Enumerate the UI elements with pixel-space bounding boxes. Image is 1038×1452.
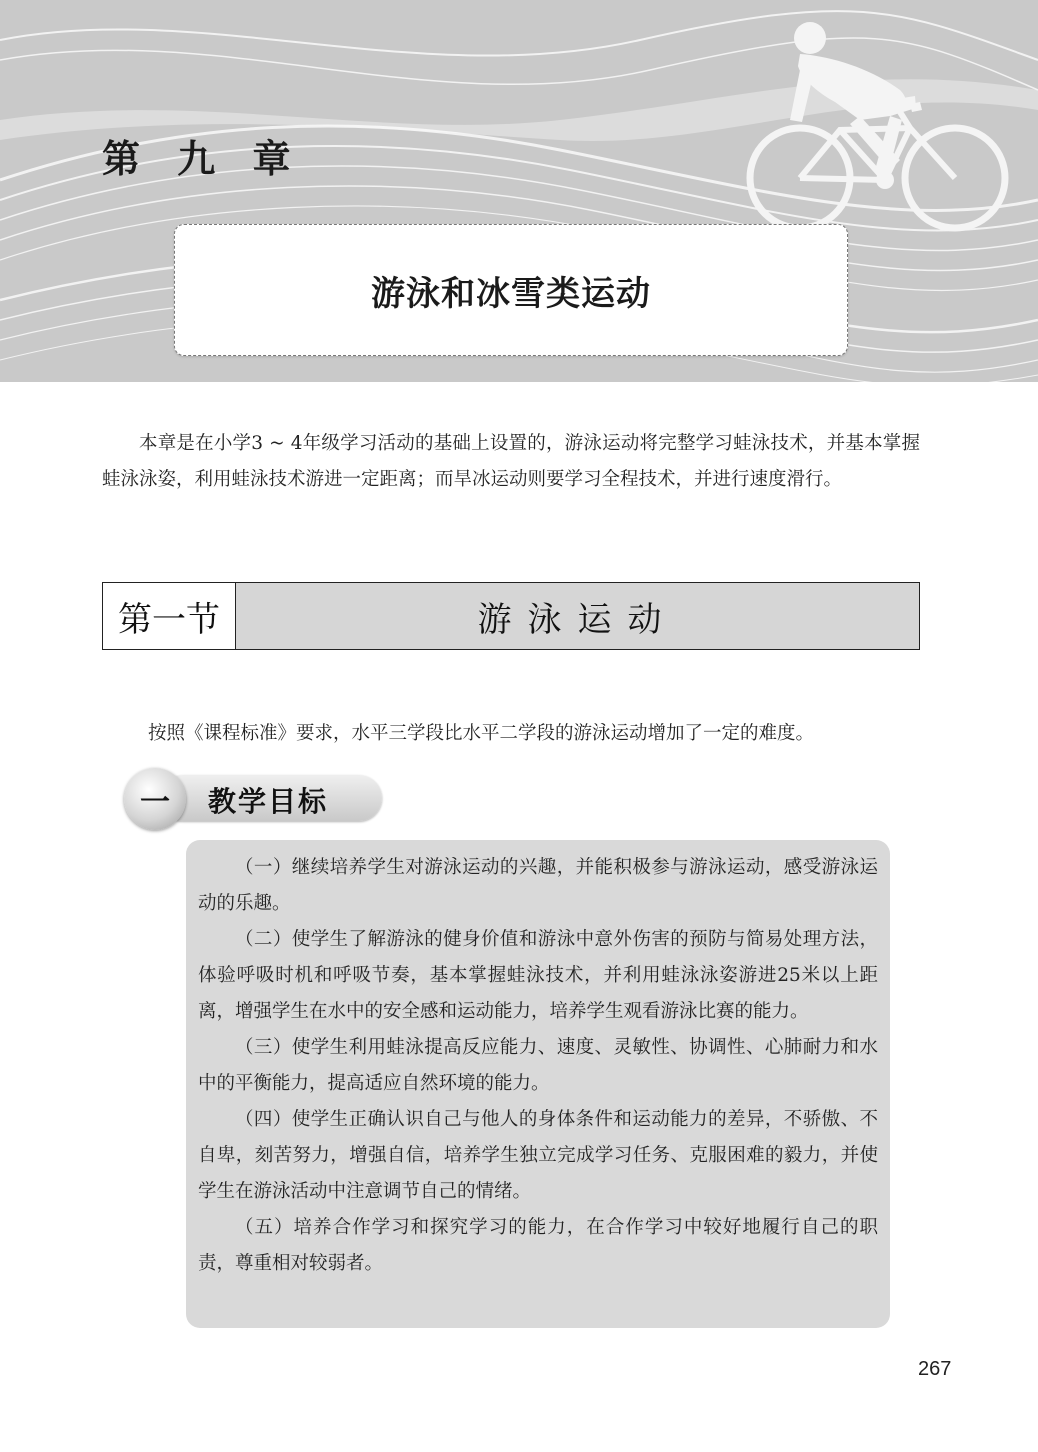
cyclist-icon [740, 20, 1020, 250]
chapter-banner [0, 0, 1038, 382]
objective-item: （一）继续培养学生对游泳运动的兴趣，并能积极参与游泳运动，感受游泳运动的乐趣。 [198, 857, 878, 914]
chapter-intro: 本章是在小学3 ~ 4年级学习活动的基础上设置的，游泳运动将完整学习蛙泳技术，并基本掌握蛙泳泳姿，利用蛙泳技术游进一定距离；而旱冰运动则要学习全程技术，并进行速度滑行。 [102, 433, 920, 490]
section-number: 第一节 [103, 583, 236, 649]
chapter-title: 游泳和冰雪类运动 [371, 273, 651, 314]
page-number: 267 [918, 1358, 952, 1380]
section-title: 游泳运动 [477, 599, 678, 640]
section-header [102, 582, 920, 650]
objective-item: （五）培养合作学习和探究学习的能力，在合作学习中较好地履行自己的职责，尊重相对较弱者。 [198, 1217, 878, 1274]
objective-item: （四）使学生正确认识自己与他人的身体条件和运动能力的差异，不骄傲、不自卑，刻苦努力，增强自信，培养学生独立完成学习任务、克服困难的毅力，并使学生在游泳活动中注意调节自己的情绪。 [198, 1109, 878, 1202]
objectives-number: 一 [124, 768, 186, 830]
objective-item: （三）使学生利用蛙泳提高反应能力、速度、灵敏性、协调性、心肺耐力和水中的平衡能力，提高适应自然环境的能力。 [198, 1037, 878, 1094]
objectives-box [186, 840, 890, 1328]
objectives-header [124, 768, 384, 830]
objectives-title: 教学目标 [208, 785, 329, 818]
chapter-label: 第 九 章 [102, 136, 303, 181]
section-lead: 按照《课程标准》要求，水平三学段比水平二学段的游泳运动增加了一定的难度。 [148, 723, 815, 744]
chapter-title-box [174, 224, 848, 356]
objective-item: （二）使学生了解游泳的健身价值和游泳中意外伤害的预防与简易处理方法，体验呼吸时机和呼吸节奏，基本掌握蛙泳技术，并利用蛙泳泳姿游进25米以上距离，增强学生在水中的安全感和运动能力，培养学生观看游泳比赛的能力。 [198, 929, 878, 1022]
